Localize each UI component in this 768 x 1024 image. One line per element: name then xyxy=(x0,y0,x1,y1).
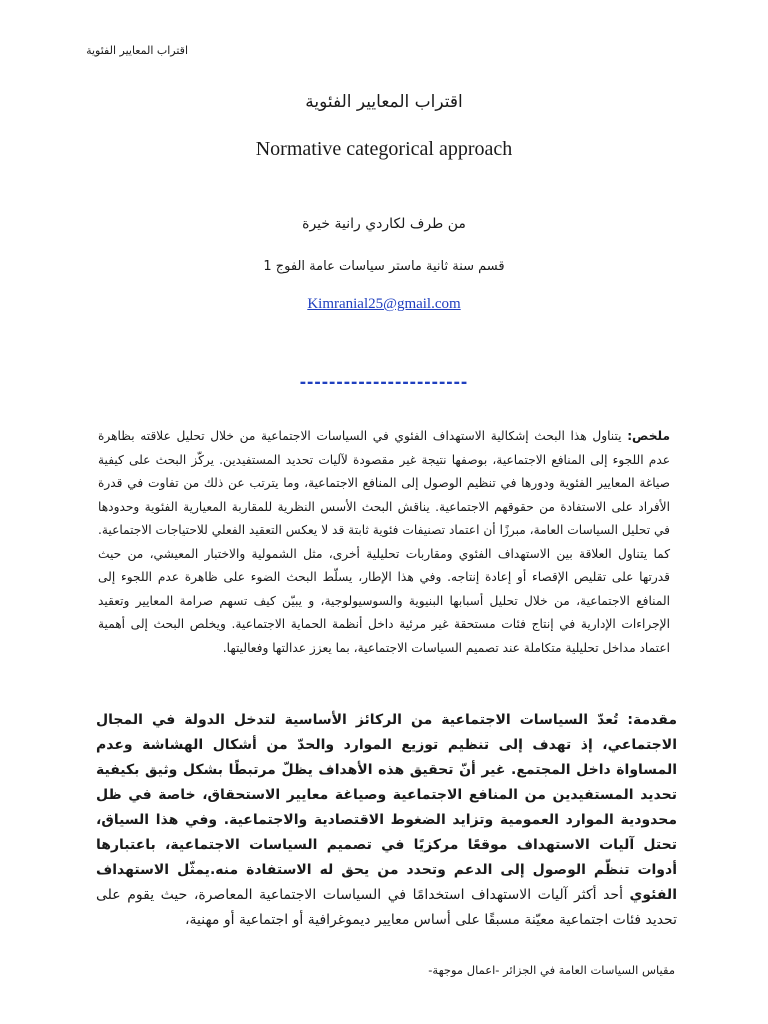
author-line: من طرف لكاردي رانية خيرة xyxy=(302,216,466,232)
introduction-bold-text: تُعدّ السياسات الاجتماعية من الركائز الأساسية لتدخل الدولة في المجال الاجتماعي، إذ تهدف إلى تنظيم توزيع الموارد والحدّ من أشكال الهشاشة وعدم المساواة داخل المجتمع. غير أنّ تحقيق هذه الأهداف يظلّ مرتبطًا بشكل وثيق بكيفية تحديد المستفيدين من المنافع الاجتماعية وصياغة معايير الاستحقاق، خاصة في ظل محدودية الموارد العمومية وتزايد الضغوط الاقتصادية والاجتماعية. وفي هذا السياق، تحتل آليات الاستهداف موقعًا مركزيًا في تصميم السياسات الاجتماعية، باعتبارها أدوات تنظّم الوصول إلى الدعم وتحدد من يحق له الاستفادة منه. xyxy=(96,712,677,878)
introduction-regular-text: أحد أكثر آليات الاستهداف استخدامًا في السياسات الاجتماعية المعاصرة، حيث يقوم على تحديد فئات اجتماعية معيّنة مسبقًا على أساس معايير ديموغرافية أو اجتماعية أو مهنية، xyxy=(96,887,677,928)
abstract-label: ملخص: xyxy=(627,429,670,443)
abstract-text: يتناول هذا البحث إشكالية الاستهداف الفئوي في السياسات الاجتماعية من خلال تحليل علاقته بظاهرة عدم اللجوء إلى المنافع الاجتماعية، بوصفها نتيجة غير مقصودة لآليات تحديد المستفيدين. يركّز البحث على كيفية صياغة المعايير الفئوية ودورها في تنظيم الوصول إلى المنافع الاجتماعية، وما يترتب عن ذلك من تفاوت في قدرة الأفراد على الاستفادة من حقوقهم الاجتماعية. يناقش البحث الأسس النظرية للمقاربة المعيارية الفئوية وحدودها في تحليل السياسات العامة، مبرزًا أن اعتماد تصنيفات فئوية ثابتة قد لا يعكس التعقيد الفعلي للاحتياجات الاجتماعية. كما يتناول العلاقة بين الاستهداف الفئوي ومقاربات تحليلية أخرى، مثل الشمولية والاختبار المعيشي، من حيث قدرتها على تقليص الإقصاء أو إعادة إنتاجه. وفي هذا الإطار، يسلّط البحث الضوء على ظاهرة عدم اللجوء إلى المنافع الاجتماعية، من خلال تحليل أسبابها البنيوية والسوسيولوجية، و يبيّن كيف تسهم صرامة المعايير وتعقيد الإجراءات الإدارية في إنتاج فئات مستحقة غير مرئية داخل أنظمة الحماية الاجتماعية. ويخلص البحث إلى أهمية اعتماد مداخل تحليلية متكاملة عند تصميم السياسات الاجتماعية، بما يعزز عدالتها وفعاليتها. xyxy=(98,429,670,655)
page-title-english: Normative categorical approach xyxy=(255,138,513,160)
page-title-arabic: اقتراب المعايير الفئوية xyxy=(305,92,463,112)
author-email-link[interactable]: Kimranial25@gmail.com xyxy=(307,296,461,312)
introduction-label: مقدمة: xyxy=(627,712,677,728)
introduction-paragraph xyxy=(96,708,677,933)
section-divider: ----------------------- xyxy=(299,372,469,393)
author-affiliation: قسم سنة ثانية ماستر سياسات عامة الفوج 1 xyxy=(263,259,505,274)
abstract-paragraph xyxy=(98,425,670,660)
running-header: اقتراب المعايير الفئوية xyxy=(86,44,188,57)
page-footer: مقياس السياسات العامة في الجزائر -اعمال موجهة- xyxy=(428,963,675,977)
introduction-bold-text-2: يمثّل الاستهداف الفئوي xyxy=(96,862,677,903)
